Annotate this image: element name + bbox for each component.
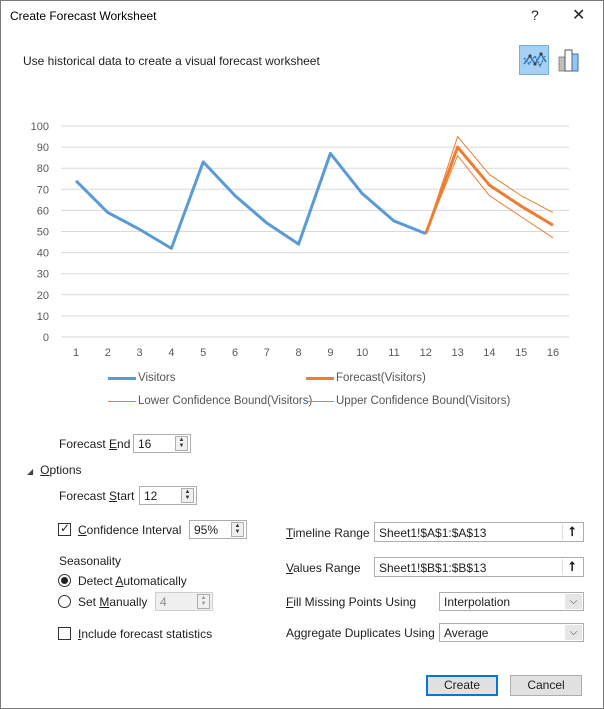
svg-text:11: 11 xyxy=(388,347,400,359)
set-manually-radio[interactable] xyxy=(58,595,71,608)
help-button[interactable]: ? xyxy=(531,7,539,23)
svg-text:7: 7 xyxy=(263,347,270,359)
legend-swatch xyxy=(108,401,136,402)
svg-text:15: 15 xyxy=(515,347,528,359)
legend-swatch xyxy=(306,401,334,402)
legend-swatch xyxy=(306,377,334,380)
svg-text:10: 10 xyxy=(36,310,49,323)
detect-automatically-label: Detect Automatically xyxy=(78,574,187,588)
forecast-start-label: Forecast Start xyxy=(59,489,135,503)
include-forecast-statistics-label: Include forecast statistics xyxy=(78,627,213,641)
values-range-input[interactable]: Sheet1!$B$1:$B$13 ⭡ xyxy=(374,557,584,577)
svg-text:20: 20 xyxy=(36,289,49,302)
close-button[interactable] xyxy=(572,5,585,25)
forecast-chart xyxy=(1,111,604,361)
confidence-interval-checkbox[interactable] xyxy=(58,523,71,536)
svg-text:30: 30 xyxy=(36,268,49,281)
detect-automatically-radio[interactable] xyxy=(58,574,71,587)
set-manually-label: Set Manually xyxy=(78,595,148,609)
range-picker-icon[interactable]: ⭡ xyxy=(562,524,581,540)
svg-text:0: 0 xyxy=(42,332,49,344)
svg-text:13: 13 xyxy=(451,347,464,359)
confidence-interval-label: Confidence Interval xyxy=(78,523,182,537)
legend-upper-bound: Upper Confidence Bound(Visitors) xyxy=(306,395,510,407)
forecast-start-stepper[interactable]: ▲ ▼ xyxy=(181,488,194,503)
svg-text:40: 40 xyxy=(36,247,49,260)
options-toggle[interactable]: ◢ Options xyxy=(27,463,82,477)
svg-text:3: 3 xyxy=(136,347,143,359)
include-forecast-statistics-checkbox[interactable] xyxy=(58,627,71,640)
cancel-button[interactable]: Cancel xyxy=(510,675,582,696)
svg-text:9: 9 xyxy=(327,347,334,359)
svg-text:90: 90 xyxy=(36,142,49,155)
svg-text:4: 4 xyxy=(168,347,175,359)
forecast-end-input[interactable]: 16 ▲ ▼ xyxy=(133,434,191,453)
svg-text:16: 16 xyxy=(546,347,560,359)
forecast-end-label: Forecast End xyxy=(59,437,131,451)
svg-text:100: 100 xyxy=(30,121,49,133)
forecast-end-stepper[interactable]: ▲ ▼ xyxy=(175,436,188,451)
line-chart-icon xyxy=(520,46,548,74)
svg-text:1: 1 xyxy=(72,347,80,359)
create-button[interactable]: Create xyxy=(426,675,498,696)
timeline-range-label: Timeline Range xyxy=(286,526,370,540)
fill-missing-select[interactable]: Interpolation ⌵ xyxy=(439,592,584,611)
svg-text:70: 70 xyxy=(36,184,49,197)
legend-swatch xyxy=(108,377,136,380)
svg-text:8: 8 xyxy=(295,347,302,359)
chevron-down-icon: ⌵ xyxy=(565,625,582,640)
check-icon: ✓ xyxy=(60,521,71,535)
svg-text:2: 2 xyxy=(104,347,111,359)
seasonality-manual-stepper[interactable]: ▲ ▼ xyxy=(197,594,210,609)
legend-lower-bound: Lower Confidence Bound(Visitors) xyxy=(108,395,312,407)
range-picker-icon[interactable]: ⭡ xyxy=(562,559,581,575)
close-icon: ✕ xyxy=(572,7,586,24)
values-range-label: Values Range xyxy=(286,561,361,575)
column-chart-icon xyxy=(555,45,585,75)
dialog-title: Create Forecast Worksheet xyxy=(10,9,157,23)
timeline-range-input[interactable]: Sheet1!$A$1:$A$13 ⭡ xyxy=(374,522,584,542)
svg-text:50: 50 xyxy=(36,226,49,239)
svg-text:14: 14 xyxy=(483,347,496,359)
chevron-down-icon: ⌵ xyxy=(565,594,582,609)
svg-text:60: 60 xyxy=(36,205,49,218)
seasonality-manual-input[interactable]: 4 ▲ ▼ xyxy=(155,592,213,611)
svg-text:80: 80 xyxy=(36,163,49,176)
forecast-start-input[interactable]: 12 ▲ ▼ xyxy=(139,486,197,505)
aggregate-duplicates-label: Aggregate Duplicates Using xyxy=(286,626,435,640)
legend-forecast: Forecast(Visitors) xyxy=(306,372,426,384)
seasonality-label: Seasonality xyxy=(59,554,122,568)
collapse-arrow-icon: ◢ xyxy=(27,467,34,476)
svg-text:12: 12 xyxy=(419,347,432,359)
line-chart-button[interactable] xyxy=(519,45,549,75)
legend-visitors: Visitors xyxy=(108,372,176,384)
confidence-interval-stepper[interactable]: ▲ ▼ xyxy=(231,522,244,537)
fill-missing-label: Fill Missing Points Using xyxy=(286,595,417,609)
column-chart-button[interactable] xyxy=(555,45,585,75)
svg-text:5: 5 xyxy=(200,347,207,359)
svg-text:6: 6 xyxy=(231,347,239,359)
dialog-subtitle: Use historical data to create a visual forecast worksheet xyxy=(23,54,320,68)
svg-text:10: 10 xyxy=(356,347,369,359)
confidence-interval-input[interactable]: 95% ▲ ▼ xyxy=(189,520,247,539)
aggregate-duplicates-select[interactable]: Average ⌵ xyxy=(439,623,584,642)
